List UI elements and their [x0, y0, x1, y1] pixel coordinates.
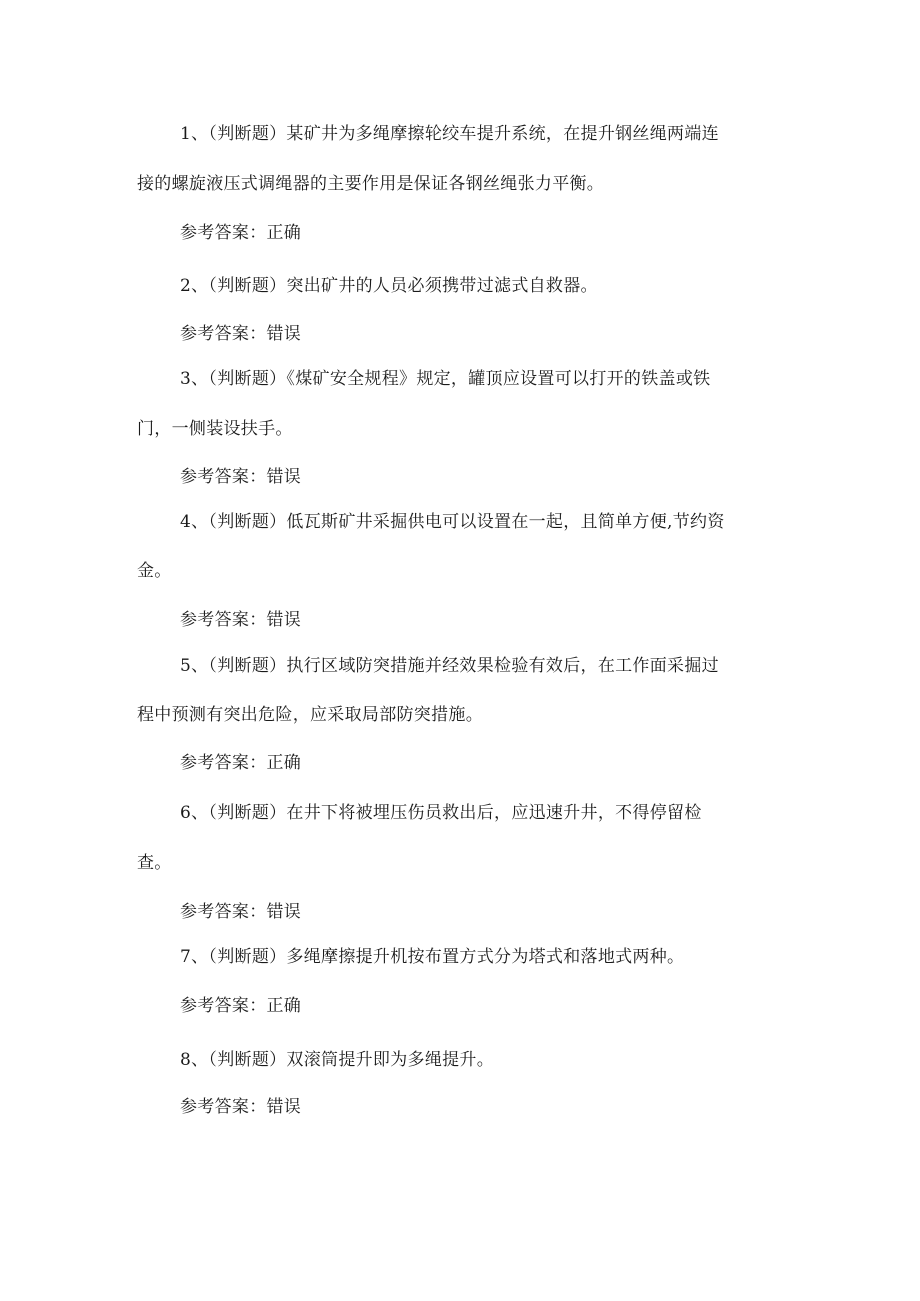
question-1-line-1 [180, 122, 719, 146]
question-4-line-2: 金。 [137, 561, 172, 581]
question-number: 8、 [180, 1050, 209, 1070]
question-6-line-1 [180, 801, 702, 825]
question-3-line-1 [180, 367, 710, 391]
question-6-line-2: 查。 [137, 853, 172, 873]
question-number: 5、 [180, 656, 209, 676]
question-text: 执行区域防突措施并经效果检验有效后，在工作面采掘过 [286, 656, 719, 676]
question-number: 7、 [180, 947, 209, 967]
question-text: 双滚筒提升即为多绳提升。 [286, 1050, 495, 1070]
question-7-line-1 [180, 945, 684, 969]
question-4-line-1 [180, 510, 725, 534]
question-3-line-2: 门，一侧装设扶手。 [137, 419, 293, 439]
question-8-line-1 [180, 1048, 494, 1072]
question-2-line-1 [180, 274, 598, 298]
answer-1 [180, 221, 301, 245]
question-text: 多绳摩擦提升机按布置方式分为塔式和落地式两种。 [286, 947, 685, 967]
answer-value: 正确 [266, 753, 302, 773]
answer-label: 参考答案： [180, 467, 267, 487]
question-text: 某矿井为多绳摩擦轮绞车提升系统，在提升钢丝绳两端连 [286, 124, 719, 144]
question-number: 6、 [180, 803, 209, 823]
answer-label: 参考答案： [180, 610, 267, 630]
answer-5 [180, 751, 301, 775]
question-type: （判断题） [208, 1050, 287, 1070]
answer-value: 错误 [266, 1097, 302, 1117]
answer-label: 参考答案： [180, 753, 267, 773]
question-text: 突出矿井的人员必须携带过滤式自救器。 [286, 276, 598, 296]
answer-2 [180, 322, 301, 346]
question-number: 2、 [180, 276, 209, 296]
question-type: （判断题） [208, 803, 287, 823]
answer-label: 参考答案： [180, 996, 267, 1016]
answer-value: 错误 [266, 467, 302, 487]
answer-value: 错误 [266, 324, 302, 344]
question-5-line-1 [180, 654, 719, 678]
question-text: 在井下将被埋压伤员救出后，应迅速升井，不得停留检 [286, 803, 702, 823]
question-text: 《煤矿安全规程》规定，罐顶应设置可以打开的铁盖或铁 [286, 369, 711, 389]
answer-label: 参考答案： [180, 1097, 267, 1117]
answer-value: 错误 [266, 902, 302, 922]
answer-label: 参考答案： [180, 324, 267, 344]
answer-3 [180, 465, 301, 489]
question-number: 3、 [180, 369, 209, 389]
question-number: 4、 [180, 512, 209, 532]
question-type: （判断题） [208, 947, 287, 967]
question-type: （判断题） [208, 656, 287, 676]
question-type: （判断题） [208, 512, 287, 532]
question-number: 1、 [180, 124, 209, 144]
answer-6 [180, 900, 301, 924]
question-type: （判断题） [208, 276, 287, 296]
answer-label: 参考答案： [180, 902, 267, 922]
answer-label: 参考答案： [180, 223, 267, 243]
answer-7 [180, 994, 301, 1018]
question-1-line-2: 接的螺旋液压式调绳器的主要作用是保证各钢丝绳张力平衡。 [137, 174, 605, 194]
question-5-line-2: 程中预测有突出危险，应采取局部防突措施。 [137, 705, 483, 725]
question-type: （判断题） [208, 369, 287, 389]
answer-value: 正确 [266, 996, 302, 1016]
answer-8 [180, 1095, 301, 1119]
question-text: 低瓦斯矿井采掘供电可以设置在一起，且简单方便,节约资 [286, 512, 725, 532]
answer-value: 正确 [266, 223, 302, 243]
question-type: （判断题） [208, 124, 287, 144]
answer-value: 错误 [266, 610, 302, 630]
answer-4 [180, 608, 301, 632]
